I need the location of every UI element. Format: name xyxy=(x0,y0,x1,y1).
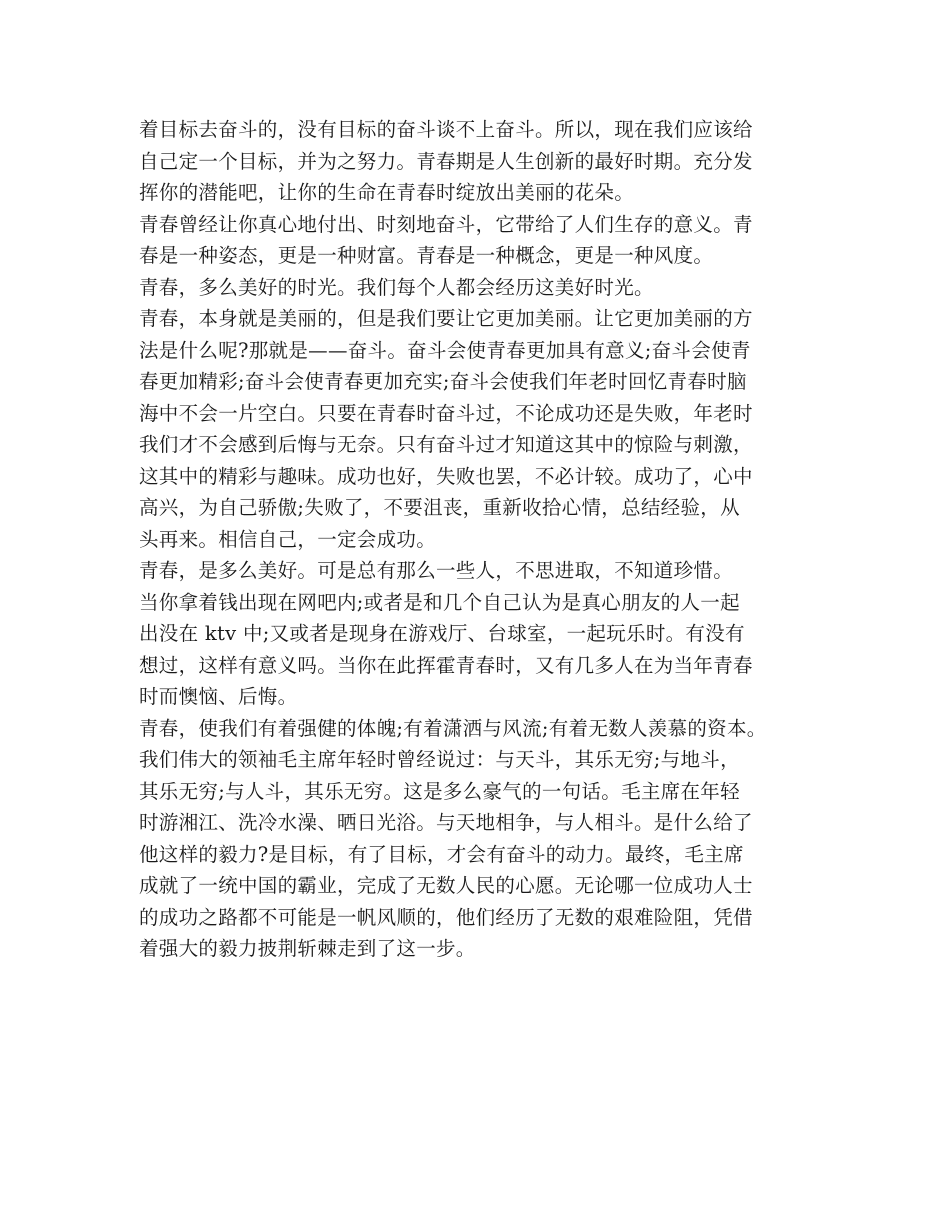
text-line: 时而懊恼、后悔。 xyxy=(139,685,298,708)
text-line: 青春，是多么美好。可是总有那么一些人，不思进取，不知道珍惜。 xyxy=(139,559,734,582)
text-line: 我们伟大的领袖毛主席年轻时曾经说过：与天斗，其乐无穷;与地斗， xyxy=(139,748,740,771)
text-line: 自己定一个目标，并为之努力。青春期是人生创新的最好时期。充分发 xyxy=(139,149,753,173)
text-line: 头再来。相信自己，一定会成功。 xyxy=(139,527,437,551)
text-line: 青春，多么美好的时光。我们每个人都会经历这美好时光。 xyxy=(139,275,654,299)
text-line: 着强大的毅力披荆斩棘走到了这一步。 xyxy=(139,937,476,960)
text-line: 我们才不会感到后悔与无奈。只有奋斗过才知道这其中的惊险与刺激， xyxy=(139,433,753,456)
text-line: 的成功之路都不可能是一帆风顺的，他们经历了无数的艰难险阻，凭借 xyxy=(139,905,753,929)
text-line: 成就了一统中国的霸业，完成了无数人民的心愿。无论哪一位成功人士 xyxy=(139,874,753,897)
text-line: 春更加精彩;奋斗会使青春更加充实;奋斗会使我们年老时回忆青春时脑 xyxy=(139,370,747,393)
text-line: 出没在 ktv 中;又或者是现身在游戏厅、台球室，一起玩乐时。有没有 xyxy=(139,622,745,645)
text-line: 时游湘江、洗冷水澡、晒日光浴。与天地相争，与人相斗。是什么给了 xyxy=(139,811,753,834)
text-line: 春是一种姿态，更是一种财富。青春是一种概念，更是一种风度。 xyxy=(139,244,714,267)
text-line: 海中不会一片空白。只要在青春时奋斗过，不论成功还是失败，年老时 xyxy=(139,401,753,425)
text-line: 其乐无穷;与人斗，其乐无穷。这是多么豪气的一句话。毛主席在年轻 xyxy=(139,779,740,803)
text-line: 想过，这样有意义吗。当你在此挥霍青春时，又有几多人在为当年青春 xyxy=(139,653,753,677)
text-line: 这其中的精彩与趣味。成功也好，失败也罢，不必计较。成功了，心中 xyxy=(139,464,753,488)
text-line: 挥你的潜能吧，让你的生命在青春时绽放出美丽的花朵。 xyxy=(139,181,635,204)
text-line: 当你拿着钱出现在网吧内;或者是和几个自己认为是真心朋友的人一起 xyxy=(139,590,740,614)
text-line: 他这样的毅力?是目标，有了目标，才会有奋斗的动力。最终，毛主席 xyxy=(139,842,744,866)
text-line: 青春曾经让你真心地付出、时刻地奋斗，它带给了人们生存的意义。青 xyxy=(139,212,753,236)
text-line: 青春，使我们有着强健的体魄;有着潇洒与风流;有着无数人羡慕的资本。 xyxy=(139,716,767,740)
text-line: 法是什么呢?那就是——奋斗。奋斗会使青春更加具有意义;奋斗会使青 xyxy=(139,338,751,362)
text-line: 高兴，为自己骄傲;失败了，不要沮丧，重新收拾心情，总结经验，从 xyxy=(139,496,740,519)
text-line: 着目标去奋斗的，没有目标的奋斗谈不上奋斗。所以，现在我们应该给 xyxy=(139,118,753,141)
text-line: 青春，本身就是美丽的，但是我们要让它更加美丽。让它更加美丽的方 xyxy=(139,307,753,330)
body-text xyxy=(139,114,839,965)
